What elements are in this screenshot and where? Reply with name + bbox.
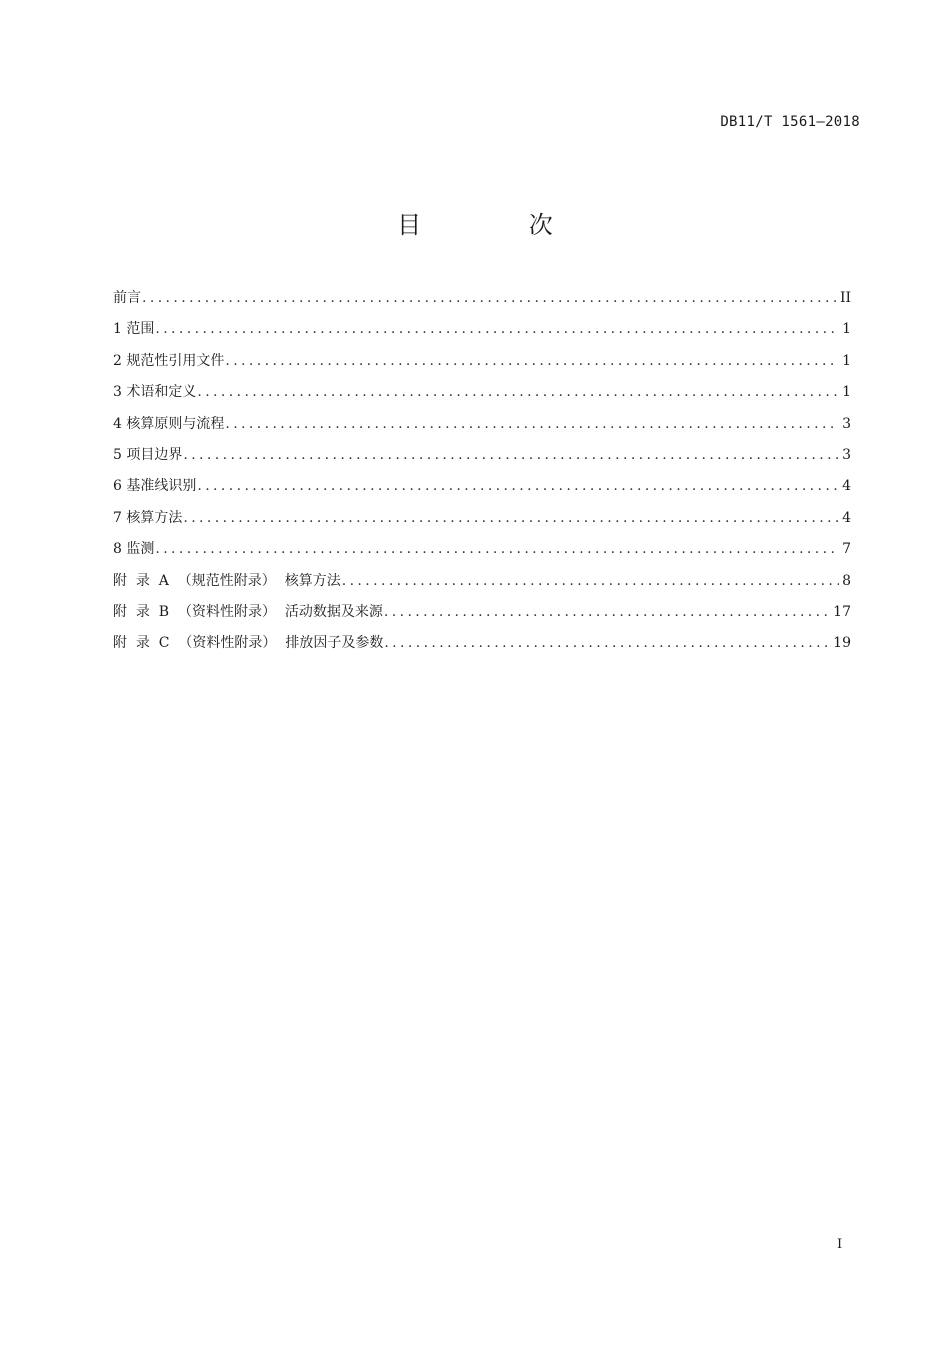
- toc-entry-baseline-identification[interactable]: [113, 475, 851, 506]
- toc-entry-page: 1: [842, 321, 851, 338]
- dot-leader: [155, 541, 839, 557]
- toc-entry-page: 19: [833, 635, 851, 652]
- toc-entry-label: 附 录 A （规范性附录） 核算方法: [113, 572, 341, 589]
- toc-entry-label: 4 核算原则与流程: [113, 415, 225, 432]
- toc-entry-terms-definitions[interactable]: [113, 381, 851, 412]
- toc-entry-page: 4: [842, 478, 851, 495]
- page-title: 目 次: [397, 211, 603, 239]
- toc-entry-page: 1: [842, 352, 851, 369]
- toc-entry-label: 前言: [113, 290, 141, 306]
- toc-entry-foreword[interactable]: [113, 287, 851, 318]
- dot-leader: [183, 447, 839, 463]
- dot-leader: [197, 384, 839, 400]
- toc-entry-label: 6 基准线识别: [113, 478, 197, 495]
- toc-entry-label: 7 核算方法: [113, 509, 183, 526]
- toc-entry-page: 3: [842, 415, 851, 432]
- dot-leader: [142, 290, 837, 306]
- toc-entry-label: 附 录 C （资料性附录） 排放因子及参数: [113, 635, 384, 652]
- table-of-contents: [113, 287, 851, 664]
- toc-entry-label: 8 监测: [113, 541, 155, 558]
- toc-entry-monitoring[interactable]: [113, 538, 851, 569]
- dot-leader: [225, 353, 839, 369]
- toc-entry-label: 3 术语和定义: [113, 384, 197, 401]
- toc-entry-page: 1: [842, 384, 851, 401]
- dot-leader: [384, 635, 830, 651]
- toc-entry-appendix-c[interactable]: [113, 632, 851, 663]
- toc-entry-page: 17: [833, 603, 851, 620]
- toc-entry-page: 4: [842, 509, 851, 526]
- dot-leader: [197, 478, 839, 494]
- dot-leader: [183, 510, 839, 526]
- toc-entry-page: 3: [842, 446, 851, 463]
- dot-leader: [384, 604, 830, 620]
- toc-entry-accounting-principles[interactable]: [113, 413, 851, 444]
- dot-leader: [342, 573, 839, 589]
- toc-entry-normative-references[interactable]: [113, 350, 851, 381]
- toc-entry-label: 附 录 B （资料性附录） 活动数据及来源: [113, 603, 383, 620]
- toc-entry-scope[interactable]: [113, 318, 851, 349]
- toc-entry-page: II: [839, 290, 851, 306]
- toc-entry-label: 2 规范性引用文件: [113, 352, 225, 369]
- dot-leader: [225, 416, 839, 432]
- toc-entry-appendix-a[interactable]: [113, 570, 851, 601]
- standard-number: DB11/T 1561—2018: [720, 114, 860, 130]
- toc-entry-page: 8: [842, 572, 851, 589]
- page-number: I: [837, 1237, 843, 1252]
- toc-entry-page: 7: [842, 541, 851, 558]
- toc-entry-project-boundary[interactable]: [113, 444, 851, 475]
- toc-entry-label: 5 项目边界: [113, 446, 183, 463]
- toc-entry-accounting-methods[interactable]: [113, 507, 851, 538]
- toc-entry-appendix-b[interactable]: [113, 601, 851, 632]
- toc-entry-label: 1 范围: [113, 321, 155, 338]
- dot-leader: [155, 321, 839, 337]
